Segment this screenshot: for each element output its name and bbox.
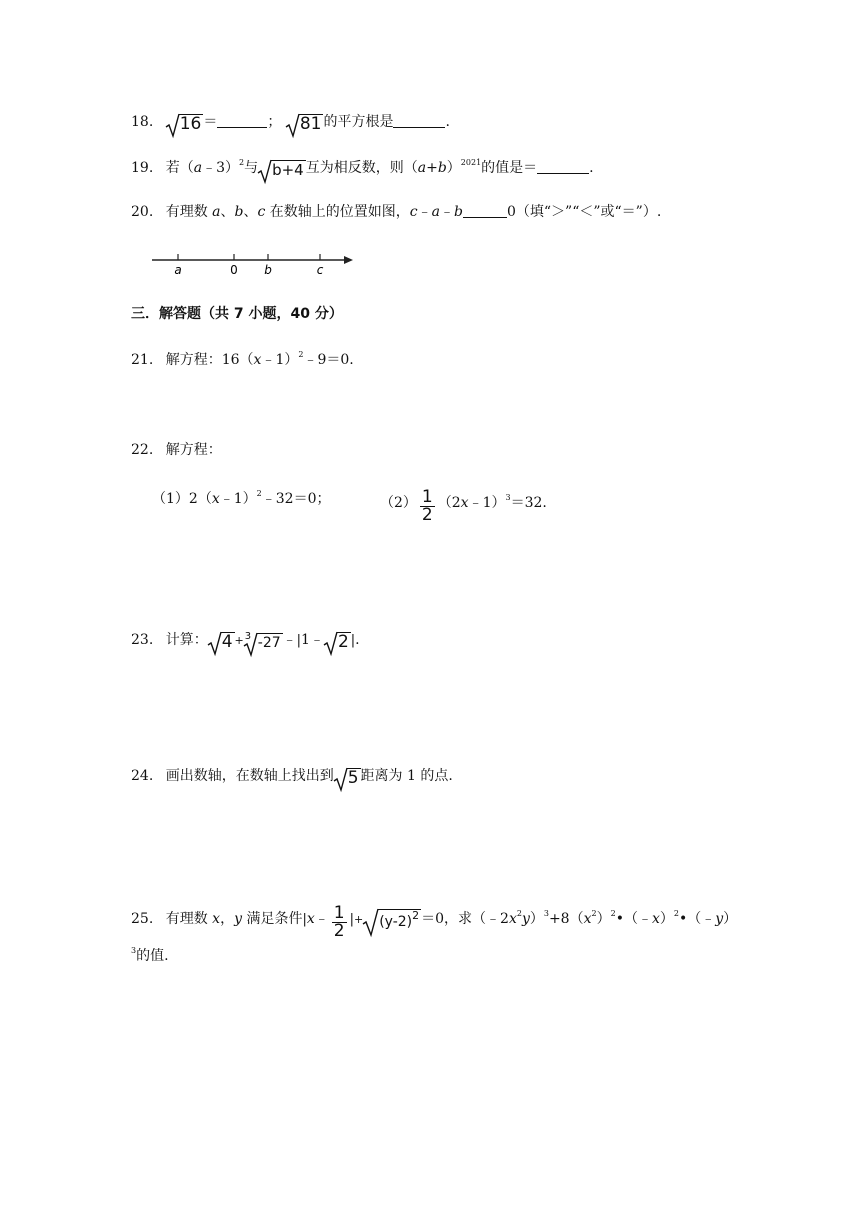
- exponent: 3: [131, 946, 137, 955]
- period: .: [445, 114, 450, 130]
- question-text: 解方程：16（: [165, 352, 254, 368]
- expression: •（﹣: [678, 911, 716, 927]
- exponent: 2: [673, 909, 679, 918]
- radicand: 4: [221, 632, 233, 652]
- separator: ，: [220, 911, 235, 927]
- root-index: 3: [244, 631, 252, 642]
- exponent: 2: [239, 158, 245, 167]
- variable-b: b: [437, 160, 447, 176]
- question-text: 在数轴上的位置如图，: [265, 204, 410, 220]
- numerator: 1: [333, 903, 345, 923]
- label-0: 0: [230, 263, 238, 277]
- answer-blank[interactable]: [463, 203, 507, 218]
- separator: 、: [243, 204, 258, 220]
- variable-a: a: [417, 160, 427, 176]
- label-b: b: [264, 263, 272, 277]
- question-22-part-2: [380, 489, 547, 524]
- variable-a: a: [212, 204, 221, 220]
- period: .: [355, 632, 360, 648]
- plus-sign: +: [426, 160, 438, 176]
- label-a: a: [174, 263, 182, 277]
- question-text: 与: [244, 160, 259, 176]
- exponent: 2021: [460, 158, 482, 167]
- question-number: 20.: [131, 204, 154, 220]
- separator: 、: [220, 204, 235, 220]
- radicand: 81: [299, 114, 322, 134]
- expression: ﹣1）: [219, 491, 257, 507]
- question-21: [131, 350, 354, 370]
- radical-sign: [324, 632, 338, 656]
- expression: ＝0，求（﹣2: [421, 911, 509, 927]
- variable-x: x: [508, 911, 517, 927]
- minus-sign: ﹣: [417, 204, 432, 220]
- answer-blank[interactable]: [393, 113, 445, 128]
- number-line-figure: [150, 248, 360, 280]
- plus-sign: +: [353, 913, 364, 926]
- sqrt-expression: [166, 114, 204, 135]
- question-25-continued: [131, 946, 169, 966]
- variable-a: a: [193, 160, 203, 176]
- sqrt-expression: [334, 768, 361, 789]
- question-20: [131, 202, 661, 222]
- radicand: 16: [179, 114, 202, 134]
- question-text: 满足条件: [242, 911, 303, 927]
- question-number: 19.: [131, 160, 154, 176]
- exponent: 3: [505, 493, 511, 502]
- radical-sign: [334, 768, 348, 792]
- question-text: 的值是＝: [481, 160, 538, 176]
- question-text: 的值.: [136, 948, 169, 964]
- question-19: [131, 158, 594, 181]
- question-number: 23.: [131, 632, 154, 648]
- radical-sign: [244, 633, 258, 657]
- variable-b: b: [234, 204, 244, 220]
- expression: ＝32.: [510, 495, 547, 511]
- sqrt-expression: [258, 160, 306, 181]
- variable-x: x: [211, 491, 220, 507]
- abs-bar: |: [302, 912, 307, 927]
- question-text: 的平方根是: [323, 114, 394, 130]
- part-label: （2）: [380, 495, 417, 511]
- minus-sign: ﹣: [282, 632, 297, 648]
- radicand: b+4: [272, 161, 304, 179]
- question-text: 若（: [165, 160, 194, 176]
- variable-x: x: [306, 911, 315, 927]
- radical-sign: [363, 909, 379, 937]
- exponent: 3: [543, 909, 549, 918]
- minus-sign: ﹣: [440, 204, 454, 220]
- question-number: 18.: [131, 114, 154, 130]
- question-24: [131, 766, 453, 789]
- question-text: 距离为 1 的点.: [360, 768, 453, 784]
- exponent: 2: [591, 909, 597, 918]
- sqrt-expression: [286, 114, 324, 135]
- variable-y: y: [521, 911, 530, 927]
- question-22-part-1: [152, 489, 330, 509]
- variable-x: x: [212, 911, 221, 927]
- numerator: 1: [421, 487, 433, 507]
- variable-b: b: [454, 204, 463, 220]
- expression: （2: [437, 495, 461, 511]
- exponent: 2: [256, 489, 262, 498]
- question-18: [131, 112, 450, 135]
- variable-x: x: [651, 911, 660, 927]
- fraction: [332, 905, 347, 940]
- radicand: 5: [347, 768, 359, 788]
- exponent: 2: [516, 909, 522, 918]
- variable-x: x: [460, 495, 469, 511]
- variable-c: c: [409, 204, 418, 220]
- question-text: 互为相反数，则（: [305, 160, 418, 176]
- expression: ﹣1）: [261, 352, 299, 368]
- question-22: [131, 440, 222, 460]
- question-text: 有理数: [165, 204, 213, 220]
- question-text: 有理数: [165, 911, 213, 927]
- variable-a: a: [431, 204, 440, 220]
- fraction: [420, 489, 435, 524]
- exponent: 2: [412, 909, 420, 922]
- question-text: 计算：: [165, 632, 208, 648]
- question-number: 25.: [131, 911, 154, 927]
- question-text: 画出数轴，在数轴上找出到: [165, 768, 334, 784]
- label-c: c: [316, 263, 324, 277]
- question-number: 24.: [131, 768, 154, 784]
- radicand: 2: [337, 632, 349, 652]
- radical-sign: [208, 632, 222, 656]
- minus-sign: ﹣: [314, 911, 329, 927]
- radicand-base: (y-2): [379, 914, 413, 930]
- expression: ﹣32＝0；: [261, 491, 331, 507]
- answer-blank[interactable]: [537, 159, 589, 174]
- exponent: 2: [298, 350, 304, 359]
- abs-bar: |: [350, 633, 356, 648]
- zero: 0: [506, 204, 516, 220]
- question-23: [131, 630, 360, 653]
- question-25: [131, 905, 737, 940]
- paren: ）: [446, 160, 461, 176]
- period: .: [589, 160, 594, 176]
- plus-sign: +: [234, 634, 244, 647]
- variable-y: y: [234, 911, 242, 927]
- cube-root-expression: [244, 633, 283, 653]
- radical-sign: [286, 114, 300, 138]
- abs-bar: |: [349, 912, 354, 927]
- abs-bar: |: [296, 633, 302, 648]
- expression: ﹣3）: [202, 160, 239, 176]
- denominator: 2: [421, 505, 433, 525]
- expression: •（﹣: [615, 911, 652, 927]
- radical-sign: [166, 114, 180, 138]
- question-number: 22.: [131, 442, 154, 458]
- separator: ；: [267, 114, 282, 130]
- expression: ﹣9＝0.: [303, 352, 354, 368]
- expression: +8（: [548, 911, 584, 927]
- paren: ）: [529, 911, 544, 927]
- question-number: 21.: [131, 352, 154, 368]
- section-heading: 三．解答题（共 7 小题，40 分）: [131, 306, 343, 322]
- sqrt-expression: [363, 909, 421, 934]
- paren: ）: [596, 911, 611, 927]
- question-text: （填“＞”“＜”或“＝”）.: [515, 204, 662, 220]
- paren: ）: [723, 911, 738, 927]
- expression: ﹣1）: [468, 495, 506, 511]
- denominator: 2: [333, 921, 345, 941]
- radicand: [378, 909, 421, 934]
- radicand: -27: [257, 635, 281, 651]
- variable-x: x: [253, 352, 262, 368]
- equals-sign: ＝: [203, 114, 218, 130]
- variable-c: c: [257, 204, 266, 220]
- variable-x: x: [583, 911, 592, 927]
- axis-arrow-icon: [344, 256, 353, 264]
- exponent: 2: [610, 909, 616, 918]
- answer-blank[interactable]: [217, 113, 267, 128]
- sqrt-expression: [324, 632, 351, 653]
- part-label: （1）2（: [152, 491, 212, 507]
- expression: 1﹣: [301, 632, 324, 648]
- sqrt-expression: [208, 632, 235, 653]
- variable-y: y: [715, 911, 724, 927]
- question-text: 解方程：: [165, 442, 222, 458]
- paren: ）: [659, 911, 674, 927]
- radical-sign: [258, 160, 272, 184]
